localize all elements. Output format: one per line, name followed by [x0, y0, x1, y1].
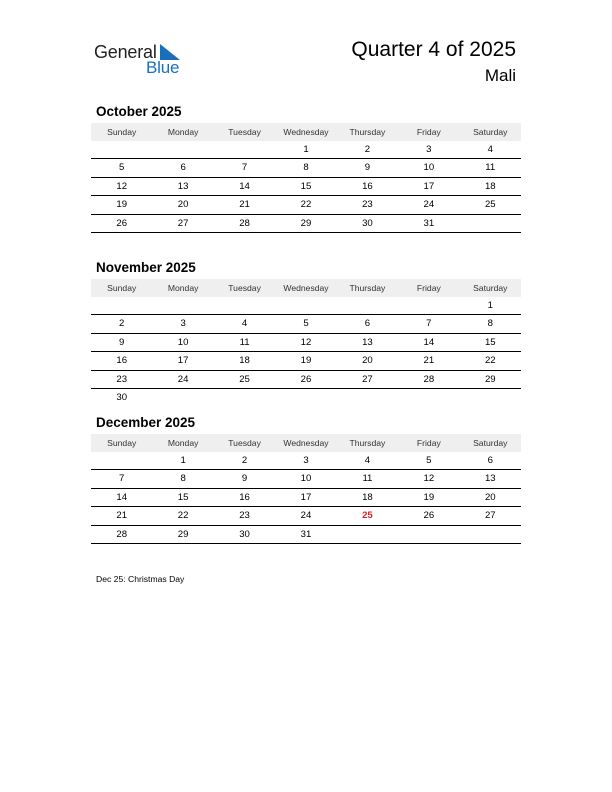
- day-cell: [337, 297, 398, 314]
- day-cell: 30: [239, 528, 250, 540]
- day-cell: 8: [487, 318, 493, 330]
- day-cell: 1: [180, 455, 186, 466]
- weekday-label: Wednesday: [283, 283, 329, 293]
- weekday-label: Friday: [416, 127, 441, 137]
- day-cell: 12: [423, 473, 435, 485]
- week-row: [91, 196, 521, 214]
- weekday-label: Tuesday: [228, 127, 261, 137]
- day-cell: 18: [362, 491, 373, 503]
- day-cell: [337, 526, 398, 543]
- day-cell: 6: [364, 318, 371, 330]
- day-cell: 19: [423, 491, 435, 503]
- day-cell: [275, 389, 336, 406]
- month-november: [91, 258, 521, 406]
- day-cell: 2: [364, 144, 371, 155]
- day-cell: 1: [303, 144, 309, 155]
- week-row: [91, 297, 521, 315]
- week-row: [91, 141, 521, 159]
- weekday-header: [91, 123, 521, 141]
- day-cell: 13: [362, 336, 373, 348]
- weekday-label: Monday: [167, 127, 199, 137]
- day-cell: 16: [116, 355, 128, 367]
- day-cell: 20: [484, 491, 496, 503]
- day-cell: 19: [300, 355, 312, 367]
- day-cell: [214, 297, 275, 314]
- day-cell: 8: [180, 473, 186, 485]
- weekday-label: Thursday: [349, 438, 386, 448]
- day-cell: [91, 452, 152, 469]
- day-cell: 13: [177, 180, 189, 192]
- day-cell: [275, 297, 336, 314]
- day-cell: 31: [423, 217, 435, 229]
- day-cell: 21: [423, 355, 435, 367]
- day-cell: 1: [487, 300, 493, 311]
- day-cell: 29: [300, 217, 312, 229]
- day-cell: [460, 389, 521, 406]
- weekday-header: [91, 434, 521, 452]
- day-cell: 7: [241, 162, 248, 174]
- day-cell: 14: [116, 491, 128, 503]
- day-cell: 10: [423, 162, 435, 174]
- day-cell: 26: [116, 217, 128, 229]
- week-row: [91, 334, 521, 352]
- day-cell: 24: [177, 373, 189, 385]
- logo-text-general: General: [94, 42, 157, 62]
- day-cell: 13: [484, 473, 496, 485]
- day-cell: 22: [484, 355, 496, 367]
- day-cell: 5: [426, 455, 432, 466]
- day-cell: 22: [177, 510, 189, 522]
- day-cell: [91, 141, 152, 158]
- month-title: December 2025: [96, 415, 196, 430]
- day-cell: 22: [300, 199, 312, 211]
- day-cell: 27: [484, 510, 496, 522]
- day-cell: 16: [362, 180, 373, 192]
- week-row: [91, 470, 521, 488]
- day-cell: 28: [423, 373, 435, 385]
- weekday-label: Sunday: [107, 127, 137, 137]
- day-cell: 11: [362, 473, 373, 485]
- day-cell: 15: [300, 180, 312, 192]
- day-cell: 20: [362, 355, 373, 367]
- weekday-label: Tuesday: [228, 438, 261, 448]
- day-cell: 16: [239, 491, 250, 503]
- day-cell: 2: [241, 455, 248, 466]
- day-cell: 6: [180, 162, 186, 174]
- day-cell: 23: [116, 373, 128, 385]
- weekday-label: Sunday: [107, 283, 137, 293]
- day-cell: 12: [300, 336, 312, 348]
- day-cell: 15: [177, 491, 189, 503]
- week-row: [91, 178, 521, 196]
- day-cell: 23: [239, 510, 250, 522]
- day-cell: 21: [116, 510, 128, 522]
- week-row: [91, 215, 521, 233]
- holiday-date: 25: [362, 510, 373, 522]
- day-cell: 26: [300, 373, 312, 385]
- day-cell: [214, 389, 275, 406]
- day-cell: 8: [303, 162, 309, 174]
- day-cell: 7: [426, 318, 432, 330]
- day-cell: 30: [362, 217, 373, 229]
- day-cell: 11: [239, 336, 250, 348]
- day-cell: 31: [300, 528, 312, 540]
- day-cell: 21: [239, 199, 250, 211]
- day-cell: 10: [177, 336, 189, 348]
- weekday-label: Tuesday: [228, 283, 261, 293]
- day-cell: 12: [116, 180, 128, 192]
- day-cell: 24: [300, 510, 312, 522]
- day-cell: 25: [239, 373, 250, 385]
- day-cell: 17: [423, 180, 435, 192]
- holiday-note: Dec 25: Christmas Day: [96, 574, 185, 584]
- week-row: [91, 507, 521, 525]
- day-cell: 5: [119, 162, 125, 174]
- day-cell: 27: [177, 217, 189, 229]
- day-cell: [91, 297, 152, 314]
- day-cell: 3: [426, 144, 432, 155]
- weekday-label: Monday: [167, 283, 199, 293]
- day-cell: 4: [241, 318, 248, 330]
- week-row: [91, 489, 521, 507]
- day-cell: [398, 526, 459, 543]
- weekday-label: Friday: [416, 438, 441, 448]
- day-cell: 28: [239, 217, 250, 229]
- day-cell: 9: [119, 336, 125, 348]
- weekday-label: Saturday: [473, 127, 508, 137]
- week-row: [91, 315, 521, 333]
- day-cell: 20: [177, 199, 189, 211]
- day-cell: [337, 389, 398, 406]
- day-cell: 23: [362, 199, 373, 211]
- day-cell: [214, 141, 275, 158]
- day-cell: [152, 141, 213, 158]
- day-cell: [152, 297, 213, 314]
- day-cell: [460, 215, 521, 232]
- weekday-label: Wednesday: [283, 127, 329, 137]
- day-cell: 3: [180, 318, 186, 330]
- weekday-label: Thursday: [349, 127, 386, 137]
- week-row: [91, 371, 521, 389]
- day-cell: [398, 297, 459, 314]
- weekday-label: Sunday: [107, 438, 137, 448]
- day-cell: 25: [484, 199, 496, 211]
- day-cell: 3: [303, 455, 309, 466]
- month-title: November 2025: [96, 260, 196, 275]
- day-cell: 18: [239, 355, 250, 367]
- day-cell: 29: [484, 373, 496, 385]
- weekday-label: Saturday: [473, 283, 508, 293]
- day-cell: 4: [487, 144, 493, 155]
- day-cell: 29: [177, 528, 189, 540]
- country-name: Mali: [484, 66, 516, 85]
- day-cell: 9: [241, 473, 248, 485]
- weekday-label: Thursday: [349, 283, 386, 293]
- weekday-header: [91, 279, 521, 297]
- day-cell: 5: [303, 318, 309, 330]
- day-cell: 6: [487, 455, 493, 466]
- day-cell: [460, 526, 521, 543]
- weekday-label: Monday: [167, 438, 199, 448]
- day-cell: 18: [484, 180, 496, 192]
- day-cell: 30: [116, 391, 128, 403]
- day-cell: 26: [423, 510, 435, 522]
- day-cell: 15: [484, 336, 496, 348]
- weekday-label: Friday: [416, 283, 441, 293]
- week-row: [91, 526, 521, 544]
- day-cell: 17: [300, 491, 312, 503]
- day-cell: 11: [485, 162, 496, 174]
- week-row: [91, 159, 521, 177]
- page-title: Quarter 4 of 2025: [351, 38, 516, 61]
- week-row: [91, 452, 521, 470]
- day-cell: 27: [362, 373, 373, 385]
- generalblue-logo: [94, 40, 194, 80]
- weekday-label: Saturday: [473, 438, 508, 448]
- day-cell: [152, 389, 213, 406]
- logo-text-blue: Blue: [146, 58, 180, 77]
- day-cell: 4: [364, 455, 371, 466]
- day-cell: 28: [116, 528, 128, 540]
- day-cell: 10: [300, 473, 312, 485]
- month-title: October 2025: [96, 104, 182, 119]
- week-row: [91, 389, 521, 406]
- week-row: [91, 352, 521, 370]
- day-cell: 17: [177, 355, 189, 367]
- month-december: [91, 413, 521, 544]
- day-cell: 14: [239, 180, 250, 192]
- month-october: [91, 102, 521, 233]
- day-cell: 9: [364, 162, 371, 174]
- day-cell: 24: [423, 199, 435, 211]
- day-cell: 7: [119, 473, 125, 485]
- weekday-label: Wednesday: [283, 438, 329, 448]
- day-cell: [398, 389, 459, 406]
- day-cell: 2: [119, 318, 125, 330]
- day-cell: 14: [423, 336, 435, 348]
- day-cell: 19: [116, 199, 128, 211]
